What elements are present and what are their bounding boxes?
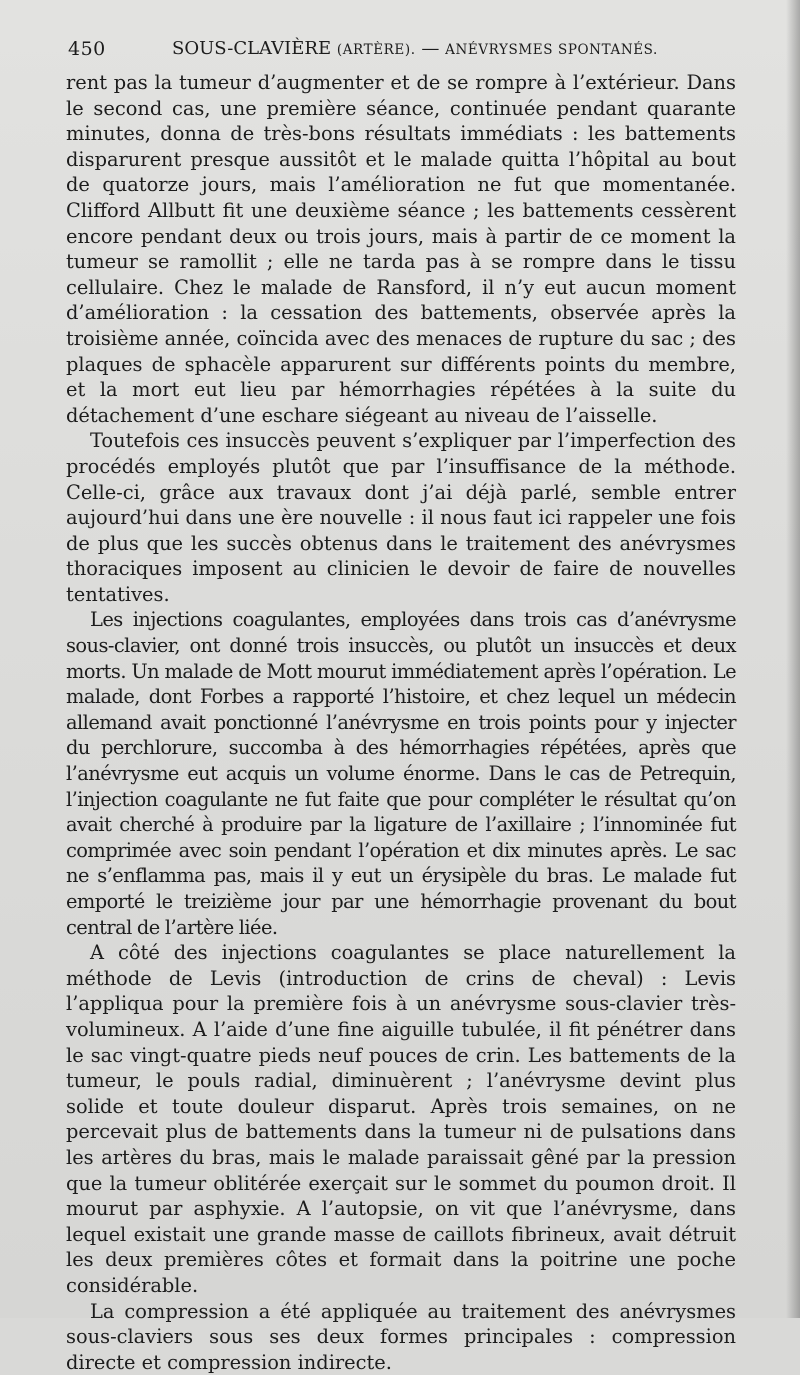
- running-header: [68, 38, 736, 68]
- page-number: 450: [68, 38, 106, 60]
- running-title-main: SOUS-CLAVIÈRE: [172, 38, 331, 59]
- paragraph-2: Toutefois ces insuccès peuvent s’expliquer par l’imperfection des procédés employés plutôt que par l’insuffisance de la méthode. Celle-ci, grâce aux travaux dont j’ai déjà parlé, semble entrer aujourd’hui dans une ère nouvelle : il nous faut ici rappeler une fois de plus que les succès obtenus dans le traitement des anévrysmes thoraciques imposent au clinicien le devoir de faire de nouvelles tentatives.: [66, 428, 736, 607]
- running-title-dash: —: [421, 38, 439, 59]
- running-title: [172, 38, 658, 59]
- paragraph-1: rent pas la tumeur d’augmenter et de se rompre à l’extérieur. Dans le second cas, une première séance, continuée pendant quarante minutes, donna de très-bons résultats immédiats : les battements disparurent presque aussitôt et le malade quitta l’hôpital au bout de quatorze jours, mais l’amélioration ne fut que momentanée. Clifford Allbutt fit une deuxième séance ; les battements cessèrent encore pendant deux ou trois jours, mais à partir de ce moment la tumeur se ramollit ; elle ne tarda pas à se rompre dans le tissu cellulaire. Chez le malade de Ransford, il n’y eut aucun moment d’amélioration : la cessation des battements, observée après la troisième année, coïncida avec des menaces de rupture du sac ; des plaques de sphacèle apparurent sur différents points du membre, et la mort eut lieu par hémorrhagies répétées à la suite du détachement d’une eschare siégeant au niveau de l’aisselle.: [66, 70, 736, 428]
- paragraph-3: Les injections coagulantes, employées dans trois cas d’anévrysme sous-clavier, ont donné trois insuccès, ou plutôt un insuccès et deux morts. Un malade de Mott mourut immédiatement après l’opération. Le malade, dont Forbes a rapporté l’histoire, et chez lequel un médecin allemand avait ponctionné l’anévrysme en trois points pour y injecter du perchlorure, succomba à des hémorrhagies répétées, après que l’anévrysme eut acquis un volume énorme. Dans le cas de Petrequin, l’injection coagulante ne fut faite que pour compléter le résultat qu’on avait cherché à produire par la ligature de l’axillaire ; l’innominée fut comprimée avec soin pendant l’opération et dix minutes après. Le sac ne s’enflamma pas, mais il y eut un érysipèle du bras. Le malade fut emporté le treizième jour par une hémorrhagie provenant du bout central de l’artère liée.: [66, 607, 736, 940]
- paragraph-4: A côté des injections coagulantes se place naturellement la méthode de Levis (introduction de crins de cheval) : Levis l’appliqua pour la première fois à un anévrysme sous-clavier très-volumineux. A l’aide d’une fine aiguille tubulée, il fit pénétrer dans le sac vingt-quatre pieds neuf pouces de crin. Les battements de la tumeur, le pouls radial, diminuèrent ; l’anévrysme devint plus solide et toute douleur disparut. Après trois semaines, on ne percevait plus de battements dans la tumeur ni de pulsations dans les artères du bras, mais le malade paraissait gêné par la pression que la tumeur oblitérée exerçait sur le sommet du poumon droit. Il mourut par asphyxie. A l’autopsie, on vit que l’anévrysme, dans lequel existait une grande masse de caillots fibrineux, avait détruit les deux premières côtes et formait dans la poitrine une poche considérable.: [66, 940, 736, 1298]
- running-title-paren: (ARTÈRE).: [337, 42, 416, 58]
- running-title-section: ANÉVRYSMES SPONTANÉS.: [445, 42, 658, 58]
- paragraph-5: La compression a été appliquée au traitement des anévrysmes sous-claviers sous ses deux formes principales : compression directe et compression indirecte.: [66, 1299, 736, 1375]
- page-edge-shadow: [786, 0, 800, 1318]
- body-text: [66, 70, 736, 1375]
